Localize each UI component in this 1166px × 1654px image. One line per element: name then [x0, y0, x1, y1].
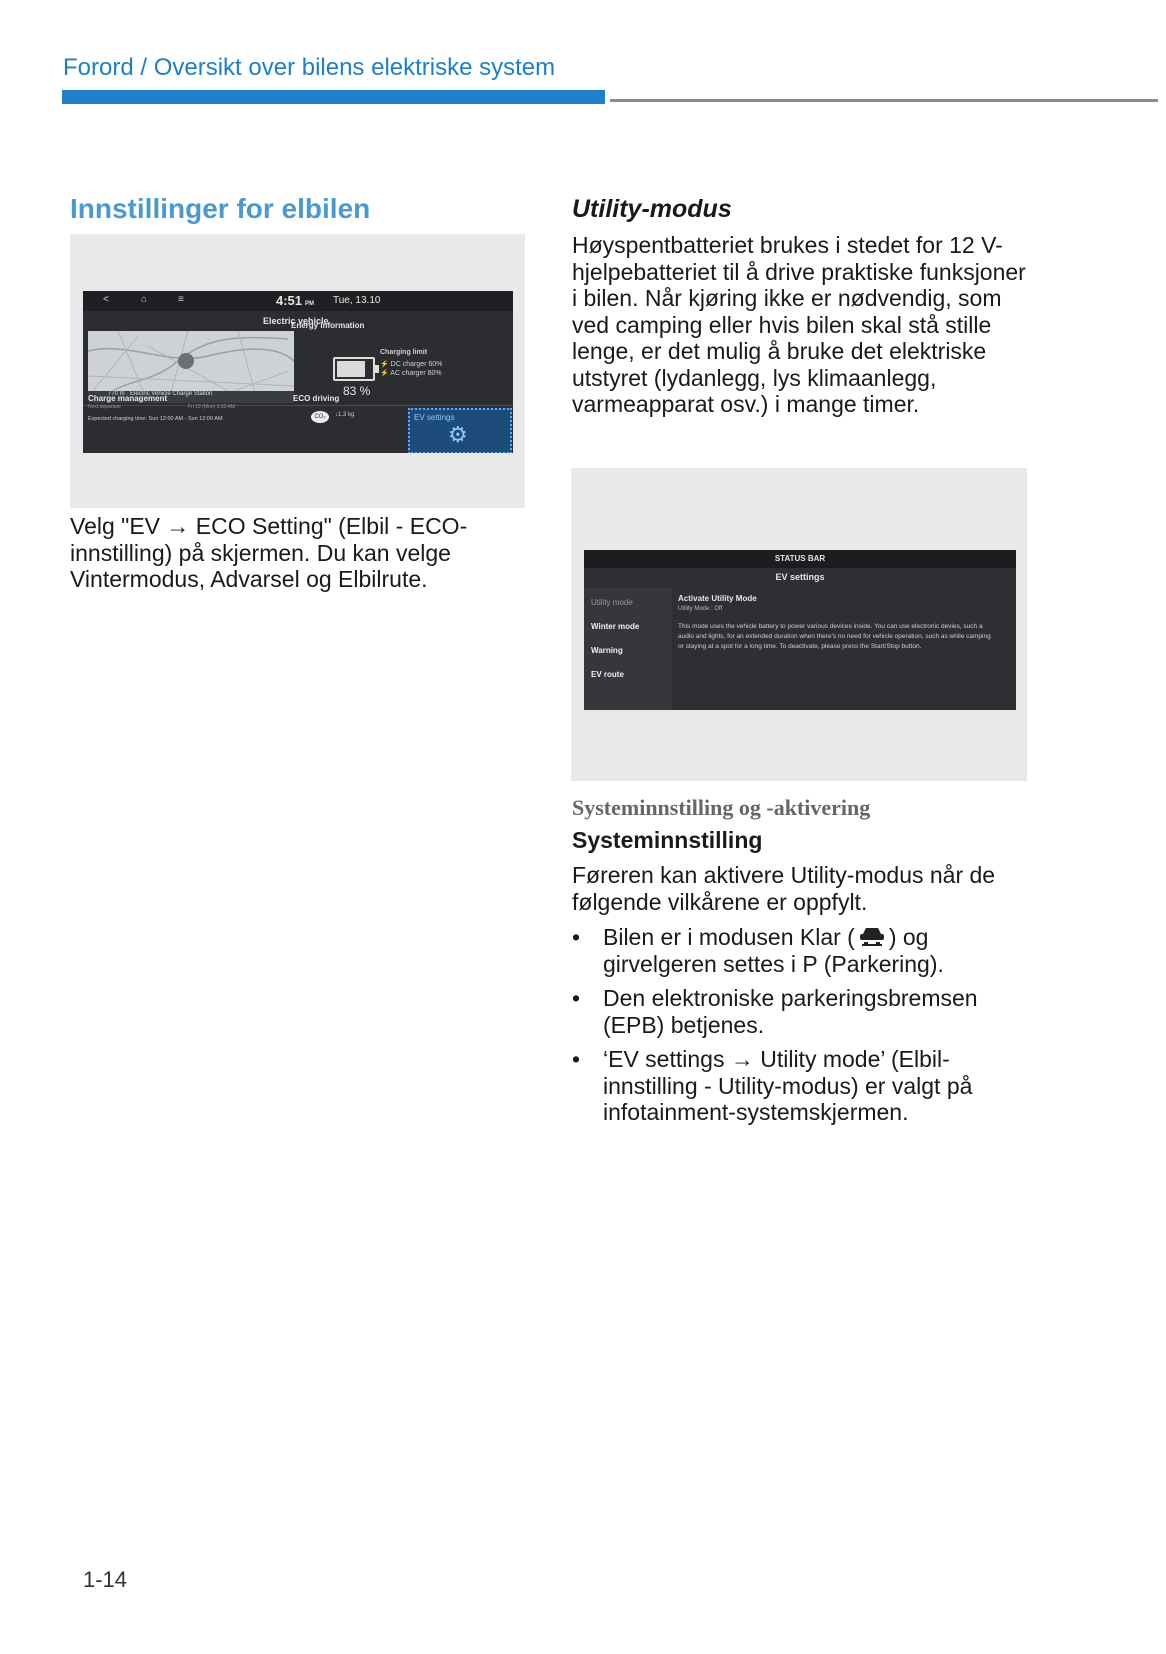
- menu-warning[interactable]: Warning: [591, 646, 623, 655]
- menu-utility-mode[interactable]: Utility mode: [591, 598, 633, 607]
- settings-menu: [584, 588, 672, 710]
- system-paragraph: Føreren kan aktivere Utility-modus når de følgende vilkårene er oppfylt.: [572, 862, 996, 915]
- utility-description: This mode uses the vehicle battery to power various devices inside. You can use electronic devies, such a audio and lights, for an extended duration when there's no need for vehicle operation, such as while camping or staying at a spot for a long time. To deactivate, please press the Start/Stop button.: [678, 623, 991, 650]
- ev-settings-button[interactable]: [408, 408, 512, 453]
- battery-percent: 83 %: [343, 384, 371, 398]
- header-bar-accent: [62, 90, 605, 104]
- utility-heading: Utility-modus: [572, 195, 732, 223]
- battery-icon: [333, 357, 375, 381]
- co2-value: ↓1.3 kg: [335, 412, 355, 418]
- eco-driving[interactable]: ECO driving: [293, 394, 340, 403]
- list-item: • Den elektroniske parkeringsbremsen (EPB) betjenes.: [572, 985, 978, 1038]
- conditions-list: [572, 924, 1042, 1134]
- section-title: Innstillinger for elbilen: [70, 193, 371, 224]
- back-icon: <: [103, 294, 109, 305]
- left-paragraph: Velg "EV → ECO Setting" (Elbil - ECO-innstilling) på skjermen. Du kan velge Vintermodus, Advarsel og Elbilrute.: [70, 513, 468, 592]
- utility-paragraph: Høyspentbatteriet brukes i stedet for 12 V-hjelpebatteriet til å drive praktiske funksjoner i bilen. Når kjøring ikke er nødvendig, som ved camping eller hvis bilen skal stå stille lenge, er det mulig å bruke det elektriske utstyret (lydanlegg, lys klimaanlegg, varmeapparat osv.) i mange timer.: [572, 232, 1026, 417]
- utility-screen: [584, 550, 1016, 710]
- charging-limit: Charging limit: [380, 349, 428, 356]
- energy-info-label: Energy information: [291, 321, 365, 330]
- departure-time: Fri 19 (Mon) 3:50 AM: [188, 404, 235, 410]
- charge-management[interactable]: Charge management: [88, 394, 168, 403]
- utility-mode-status: Utility Mode : Off: [678, 606, 723, 612]
- screen-title: Electric vehicle: [263, 316, 329, 326]
- ev-settings-label: EV settings: [414, 413, 455, 422]
- ev-settings-title: EV settings: [775, 572, 825, 582]
- status-bar: STATUS BAR: [584, 550, 1016, 568]
- co2-badge: CO₂: [311, 411, 329, 423]
- header-rule: [610, 99, 1158, 102]
- activate-utility-toggle[interactable]: Activate Utility Mode: [678, 594, 757, 603]
- list-item: • Bilen er i modusen Klar ( ) og girvelgeren settes i P (Parkering).: [572, 924, 944, 977]
- dc-charger: ⚡ DC charger 60%: [380, 361, 443, 368]
- home-icon: ⌂: [141, 294, 148, 305]
- date: Tue, 13.10: [333, 295, 381, 306]
- page-number: 1-14: [83, 1567, 128, 1592]
- clock: 4:51 PM: [276, 293, 315, 308]
- menu-winter-mode[interactable]: Winter mode: [591, 622, 640, 631]
- menu-icon: ≡: [178, 294, 184, 305]
- breadcrumb: Forord / Oversikt over bilens elektriske system: [63, 54, 556, 81]
- expected-charging: Expected charging time: Sun 12:00 AM - Sun 12:00 AM: [88, 416, 223, 422]
- ev-screen: [83, 291, 513, 453]
- screen-top-bar: [83, 291, 513, 311]
- ac-charger: ⚡ AC charger 80%: [380, 370, 442, 377]
- system-subtitle: Systeminnstilling og -aktivering: [572, 795, 871, 820]
- menu-ev-route[interactable]: EV route: [591, 670, 624, 679]
- gear-icon: ⚙: [448, 422, 468, 447]
- ready-car-icon: [857, 925, 887, 947]
- map-info-bar: 770 m · Electric Vehicle Charge Station: [88, 391, 294, 403]
- list-item: • ‘EV settings → Utility mode’ (Elbil-innstilling - Utility-modus) er valgt på infotainment-systemskjermen.: [572, 1046, 973, 1125]
- system-heading: Systeminnstilling: [572, 827, 763, 853]
- next-departure: Next departure: [88, 404, 122, 410]
